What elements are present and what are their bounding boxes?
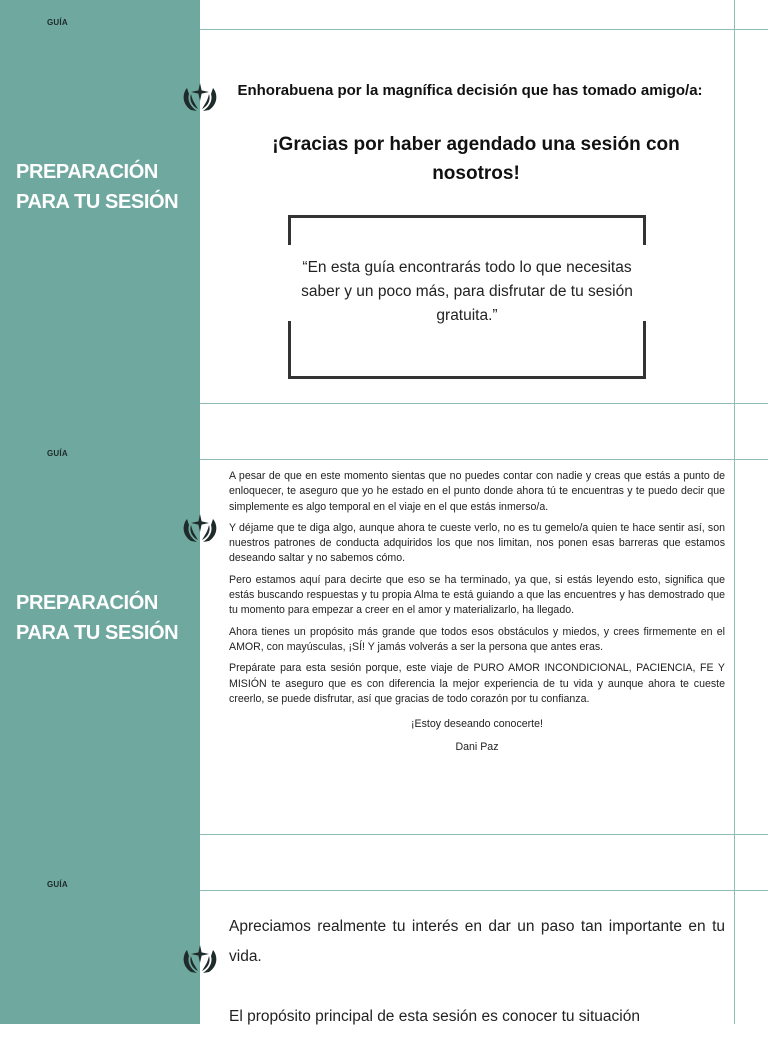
- hands-star-icon: [179, 511, 221, 545]
- guide-label: GUÍA: [47, 18, 68, 27]
- paragraph: El propósito principal de esta sesión es conocer tu situación: [229, 1008, 640, 1025]
- divider: [200, 403, 768, 404]
- divider: [200, 834, 768, 835]
- paragraph: Ahora tienes un propósito más grande que todos esos obstáculos y miedos, y crees firmemente en el AMOR, con mayúsculas, ¡SÍ! Y jamás volverás a ser la persona que antes eras.: [229, 625, 725, 653]
- closing-line: ¡Estoy deseando conocerte!: [411, 718, 543, 731]
- section-title: [16, 588, 198, 648]
- quote-text: “En esta guía encontrarás todo lo que necesitas saber y un poco más, para disfrutar de tu sesión gratuita.”: [301, 259, 633, 324]
- intro-line: Enhorabuena por la magnífica decisión que has tomado amigo/a:: [237, 82, 703, 99]
- section-title-line: PARA TU SESIÓN: [16, 622, 179, 644]
- signature: Dani Paz: [455, 741, 499, 754]
- section-title-line: PARA TU SESIÓN: [16, 191, 179, 213]
- paragraph: Apreciamos realmente tu interés en dar un paso tan importante en tu vida.: [229, 918, 725, 965]
- letter-body: [229, 469, 725, 762]
- paragraph: Pero estamos aquí para decirte que eso se ha terminado, ya que, si estás leyendo esto, significa que estás buscando respuestas y tu propia Alma te está guiando a que las encuentres y has demostrado que tu momento para empezar a creer en el amor y materializarlo, ha llegado.: [229, 573, 725, 617]
- section-title-line: PREPARACIÓN: [16, 592, 158, 614]
- divider: [200, 890, 768, 891]
- right-margin-line: [734, 0, 735, 1024]
- paragraph: A pesar de que en este momento sientas que no puedes contar con nadie y creas que estás a punto de enloquecer, te aseguro que yo he estado en el punto donde ahora tú te encuentras y te puedo decir que simplemente es algo temporal en el viaje en el que estás inmerso/a.: [229, 470, 725, 513]
- paragraph: Prepárate para esta sesión porque, este viaje de PURO AMOR INCONDICIONAL, PACIENCIA, FE Y MISIÓN te aseguro que es con diferencia la mejor experiencia de tu vida y aunque ahora te cueste creerlo, se puede disfrutar, así que gracias de todo corazón por tu confianza.: [229, 662, 725, 705]
- paragraph: Y déjame que te diga algo, aunque ahora te cueste verlo, no es tu gemelo/a quien te hace sentir así, son nuestros patrones de conducta adquiridos los que nos limitan, nos ponen esas barreras que estamos deseando saltar y no sabemos cómo.: [229, 521, 725, 565]
- guide-label: GUÍA: [47, 449, 68, 458]
- thanks-heading: ¡Gracias por haber agendado una sesión con nosotros!: [272, 134, 680, 184]
- page3-body: [229, 912, 725, 1062]
- hands-star-icon: [179, 942, 221, 976]
- section-title-line: PREPARACIÓN: [16, 161, 158, 183]
- guide-label: GUÍA: [47, 880, 68, 889]
- divider: [200, 29, 768, 30]
- sidebar: [0, 0, 200, 1024]
- section-title: [16, 157, 198, 217]
- divider: [200, 459, 768, 460]
